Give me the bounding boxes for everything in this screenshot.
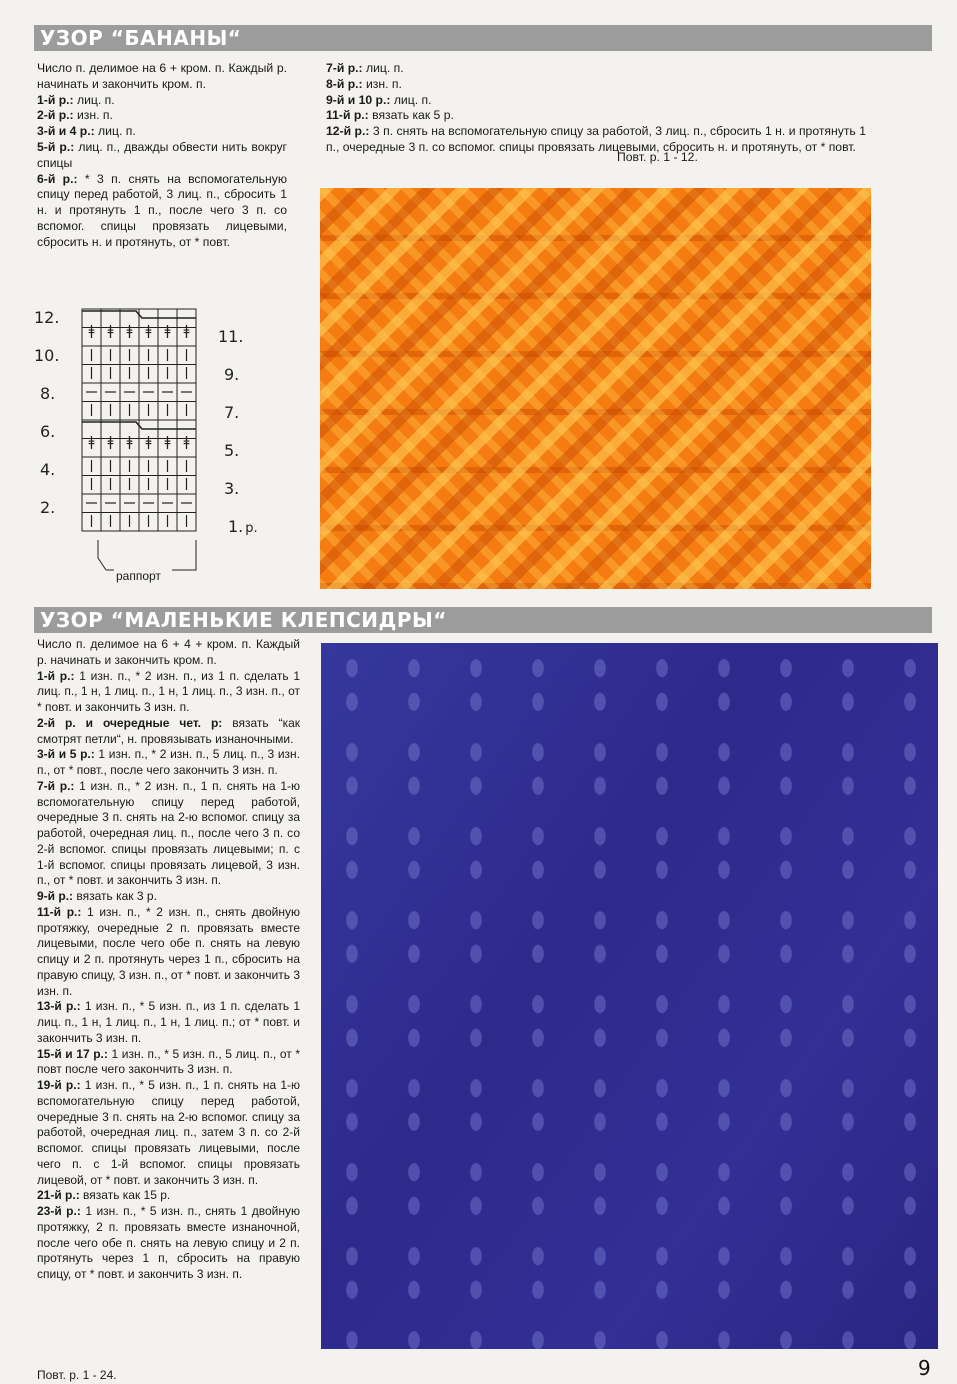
banana-repeat xyxy=(617,150,867,166)
hourglass-title: УЗОР “МАЛЕНЬКИЕ КЛЕПСИДРЫ“ xyxy=(40,608,447,632)
hourglass-instructions xyxy=(37,637,300,1283)
banana-title-band xyxy=(34,25,932,51)
banana-row-3-4: 3-й и 4 р.: лиц. п. xyxy=(37,124,136,139)
svg-text:ǂ: ǂ xyxy=(164,435,171,450)
chart-label-row-5: 5. xyxy=(224,441,240,460)
banana-row-11: 11-й р.: вязать как 5 р. xyxy=(326,108,454,123)
svg-text:ǂ: ǂ xyxy=(88,324,95,339)
hourglass-row-7: 7-й р.: 1 изн. п., * 2 изн. п., 1 п. снять на 1-ю вспомогательную спицу перед работой, очередные 3 п. снять на 2-ю вспомог. спицу за работой, очередная лиц. п., после чего 3 п. со 2-й вспомог. спицы провязать лицевыми; п. с 1-й вспомог. спицы провязать лицевой, 3 изн. п., от * повт. и закончить 3 изн. п. xyxy=(37,778,300,888)
chart-label-row-1: 1. р. xyxy=(228,517,258,536)
hourglass-title-band xyxy=(34,607,932,633)
banana-row-8: 8-й р.: изн. п. xyxy=(326,76,402,91)
chart-label-row-8: 8. xyxy=(40,384,56,403)
banana-knitting-chart xyxy=(30,300,270,590)
chart-label-row-6: 6. xyxy=(40,422,56,441)
chart-label-row-12: 12. xyxy=(34,308,60,327)
banana-row-9-10: 9-й и 10 р.: лиц. п. xyxy=(326,92,432,107)
banana-row-2: 2-й р.: изн. п. xyxy=(37,108,113,123)
banana-row-5: 5-й р.: лиц. п., дважды обвести нить вокруг спицы xyxy=(37,139,287,170)
page-number: 9 xyxy=(918,1356,931,1380)
banana-knit-photo xyxy=(320,188,871,589)
chart-grid xyxy=(30,300,270,590)
chart-label-row-9: 9. xyxy=(224,365,240,384)
svg-text:ǂ: ǂ xyxy=(145,435,152,450)
svg-text:ǂ: ǂ xyxy=(107,435,114,450)
svg-text:ǂ: ǂ xyxy=(183,435,190,450)
chart-label-row-4: 4. xyxy=(40,460,56,479)
svg-text:ǂ: ǂ xyxy=(88,435,95,450)
banana-repeat-text: Повт. р. 1 - 12. xyxy=(617,150,698,164)
banana-row-6: 6-й р.: * 3 п. снять на вспомогательную спицу перед работой, 3 лиц. п., сбросить 1 н. и протянуть 1 п., после чего 3 п. со вспомог. спицы провязать лицевыми, сбросить н. и протянуть, от * повт. xyxy=(37,171,287,249)
rapport-label: раппорт xyxy=(116,569,161,583)
svg-text:ǂ: ǂ xyxy=(183,324,190,339)
hourglass-intro: Число п. делимое на 6 + 4 + кром. п. Каждый р. начинать и закончить кром. п. xyxy=(37,637,300,667)
hourglass-row-3-5: 3-й и 5 р.: 1 изн. п., * 2 изн. п., 5 лиц. п., 3 изн. п., от * повт., после чего закончить 3 изн. п. xyxy=(37,747,301,777)
banana-row-12: 12-й р.: 3 п. снять на вспомогательную спицу за работой, 3 лиц. п., сбросить 1 н. и протянуть 1 п., очередные 3 п. со вспомог. спицы провязать лицевыми, сбросить н. и протянуть, от * повт. xyxy=(326,124,866,154)
svg-text:ǂ: ǂ xyxy=(164,324,171,339)
hourglass-row-2: 2-й р. и очередные чет. р: вязать “как смотрят петли“, н. провязывать изнаночными. xyxy=(37,715,301,746)
chart-label-row-10: 10. xyxy=(34,346,60,365)
hourglass-knit-photo xyxy=(321,643,938,1349)
banana-intro: Число п. делимое на 6 + кром. п. Каждый р. начинать и закончить кром. п. xyxy=(37,61,287,91)
svg-text:ǂ: ǂ xyxy=(107,324,114,339)
hourglass-row-19: 19-й р.: 1 изн. п., * 5 изн. п., 1 п. снять на 1-ю вспомогательную спицу перед работой, очередные 3 п. снять на 2-ю вспомог. спицу за работой, очередная лиц. п., затем 3 п. со 2-й вспомог. спицы провязать лицевыми, после чего п. с 1-й вспомог. спицы провязать лицевой, от * повт. и закончить 3 изн. п. xyxy=(37,1078,301,1187)
hourglass-repeat-text: Повт. р. 1 - 24. xyxy=(37,1368,117,1382)
banana-instructions-2 xyxy=(326,61,582,124)
banana-instructions xyxy=(37,61,287,251)
svg-text:ǂ: ǂ xyxy=(145,324,152,339)
banana-row-1: 1-й р.: лиц. п. xyxy=(37,92,115,107)
banana-row-7: 7-й р.: лиц. п. xyxy=(326,61,404,75)
chart-label-row-2: 2. xyxy=(40,498,56,517)
svg-text:ǂ: ǂ xyxy=(126,324,133,339)
hourglass-row-9: 9-й р.: вязать как 3 р. xyxy=(37,889,157,903)
svg-text:ǂ: ǂ xyxy=(126,435,133,450)
chart-label-row-11: 11. xyxy=(218,327,244,346)
hourglass-row-15-17: 15-й и 17 р.: 1 изн. п., * 5 изн. п., 5 лиц. п., от * повт после чего закончить 3 изн. п. xyxy=(37,1046,300,1077)
chart-label-row-7: 7. xyxy=(224,403,240,422)
hourglass-row-13: 13-й р.: 1 изн. п., * 5 изн. п., из 1 п. сделать 1 лиц. п., 1 н, 1 лиц. п., 1 н, 1 лиц. п.; от * повт. и закончить 3 изн. п. xyxy=(37,999,300,1045)
hourglass-row-21: 21-й р.: вязать как 15 р. xyxy=(37,1188,171,1203)
hourglass-row-1: 1-й р.: 1 изн. п., * 2 изн. п., из 1 п. сделать 1 лиц. п., 1 н, 1 лиц. п., 1 н, 1 лиц. п., 3 изн. п., от * повт. и закончить 3 изн. п. xyxy=(37,668,300,714)
hourglass-repeat xyxy=(37,1368,237,1384)
hourglass-row-23: 23-й р.: 1 изн. п., * 5 изн. п., снять 1 двойную протяжку, 2 п. провязать вместе изнаночной, после чего обе п. снять на левую спицу и 2 п. протянуть через 1 п, сбросить на правую спицу, от * повт. и закончить 3 изн. п. xyxy=(37,1204,300,1281)
hourglass-row-11: 11-й р.: 1 изн. п., * 2 изн. п., снять двойную протяжку, очередные 2 п. провязать вместе лицевыми, после чего обе п. снять на левую спицу и 2 п. протянуть через 1 п., сбросить на правую спицу, 3 изн. п., от * повт. и закончить 3 изн. п. xyxy=(37,904,300,998)
chart-label-row-3: 3. xyxy=(224,479,240,498)
banana-title: УЗОР “БАНАНЫ“ xyxy=(40,26,242,50)
